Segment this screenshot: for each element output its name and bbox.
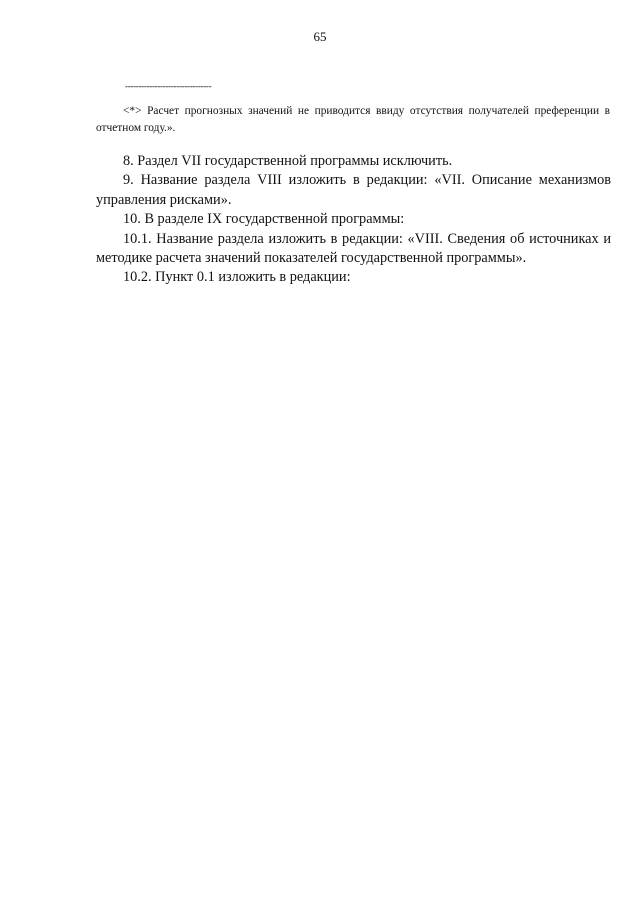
footnote-text: <*> Расчет прогнозных значений не приводится ввиду отсутствия получателей преференции в отчетном году.». xyxy=(96,105,610,134)
paragraph-item-10: 10. В разделе IX государственной программы: xyxy=(123,211,405,228)
document-body xyxy=(96,152,611,288)
paragraph-item-10-1: 10.1. Название раздела изложить в редакции: «VIII. Сведения об источниках и методике расчета значений показателей государственной программы». xyxy=(96,230,611,267)
paragraph-item-9: 9. Название раздела VIII изложить в редакции: «VII. Описание механизмов управления рисками». xyxy=(96,172,611,208)
footnote-separator: -------------------------------- xyxy=(125,81,212,91)
paragraph-item-10-2: 10.2. Пункт 0.1 изложить в редакции: xyxy=(123,269,351,286)
paragraph-item-8: 8. Раздел VII государственной программы исключить. xyxy=(123,153,453,169)
page-number: 65 xyxy=(313,29,327,44)
